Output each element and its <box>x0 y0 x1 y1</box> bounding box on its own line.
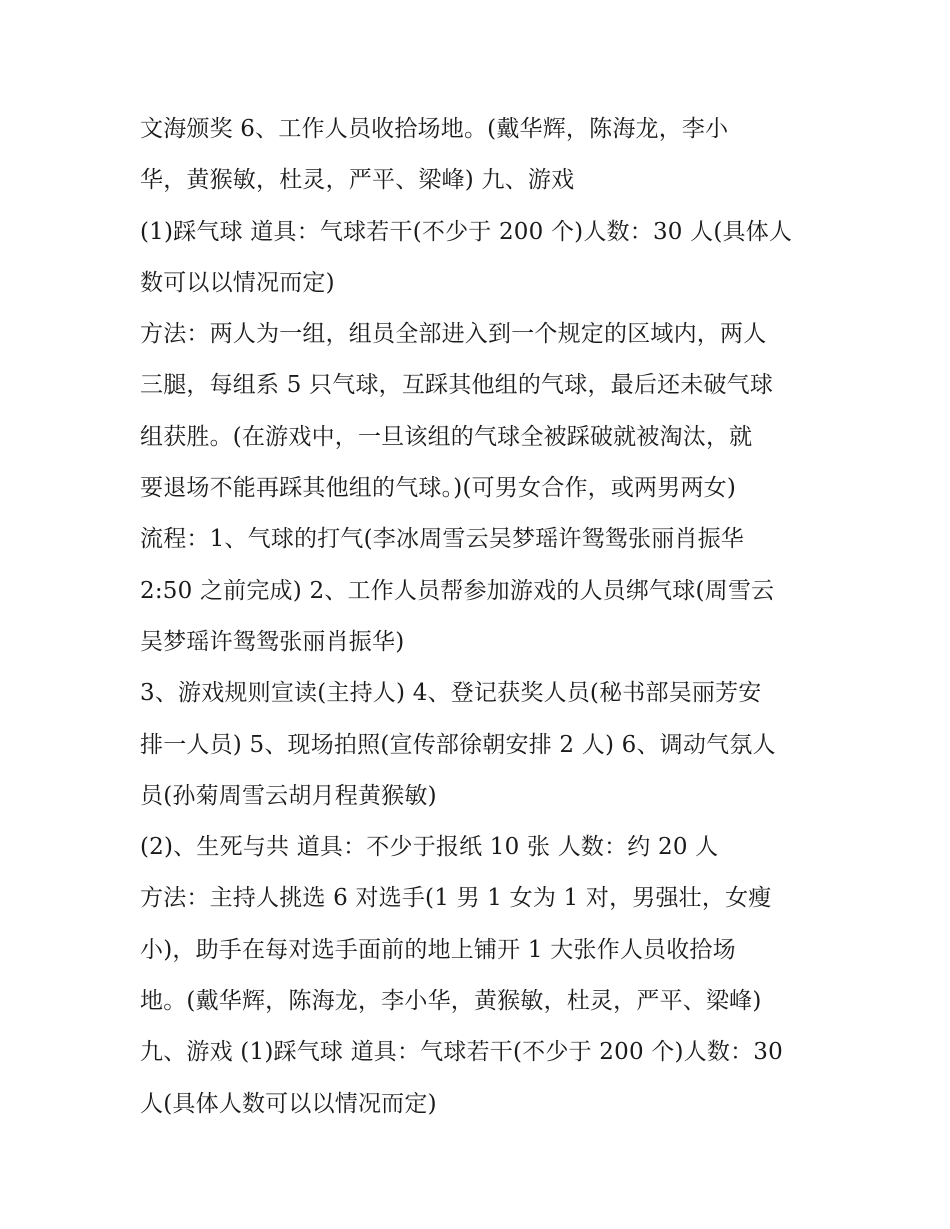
text-line: 流程：1、气球的打气(李冰周雪云吴梦瑶许鸳鸳张丽肖振华 <box>140 526 745 553</box>
text-line: 方法：两人为一组，组员全部进入到一个规定的区域内，两人 <box>140 321 767 348</box>
text-line: 三腿，每组系 5 只气球，互踩其他组的气球，最后还未破气球 <box>140 372 774 399</box>
text-line: 小)，助手在每对选手面前的地上铺开 1 大张作人员收拾场 <box>140 936 736 963</box>
text-line: (1)踩气球 道具：气球若干(不少于 200 个)人数：30 人(具体人 <box>140 218 793 245</box>
text-line: 九、游戏 (1)踩气球 道具：气球若干(不少于 200 个)人数：30 <box>140 1039 783 1066</box>
text-line: 排一人员) 5、现场拍照(宣传部徐朝安排 2 人) 6、调动气氛人 <box>140 731 776 758</box>
text-line: (2)、生死与共 道具：不少于报纸 10 张 人数：约 20 人 <box>140 834 719 861</box>
text-line: 员(孙菊周雪云胡月程黄猴敏) <box>140 782 437 809</box>
text-line: 3、游戏规则宣读(主持人) 4、登记获奖人员(秘书部吴丽芳安 <box>140 680 762 707</box>
text-line: 华，黄猴敏，杜灵，严平、梁峰) 九、游戏 <box>140 167 575 194</box>
text-line: 2:50 之前完成) 2、工作人员帮参加游戏的人员绑气球(周雪云 <box>140 577 775 604</box>
text-line: 数可以以情况而定) <box>140 269 335 296</box>
text-line: 方法：主持人挑选 6 对选手(1 男 1 女为 1 对，男强壮，女瘦 <box>140 885 772 912</box>
document-body <box>140 104 830 1130</box>
text-line: 吴梦瑶许鸳鸳张丽肖振华) <box>140 628 405 655</box>
text-line: 地。(戴华辉，陈海龙，李小华，黄猴敏，杜灵，严平、梁峰) <box>140 988 762 1015</box>
text-line: 文海颁奖 6、工作人员收拾场地。(戴华辉，陈海龙，李小 <box>140 116 729 142</box>
text-line: 组获胜。(在游戏中，一旦该组的气球全被踩破就被淘汰，就 <box>140 423 753 450</box>
text-line: 要退场不能再踩其他组的气球。)(可男女合作，或两男两女) <box>140 475 737 502</box>
text-line: 人(具体人数可以以情况而定) <box>140 1090 437 1117</box>
